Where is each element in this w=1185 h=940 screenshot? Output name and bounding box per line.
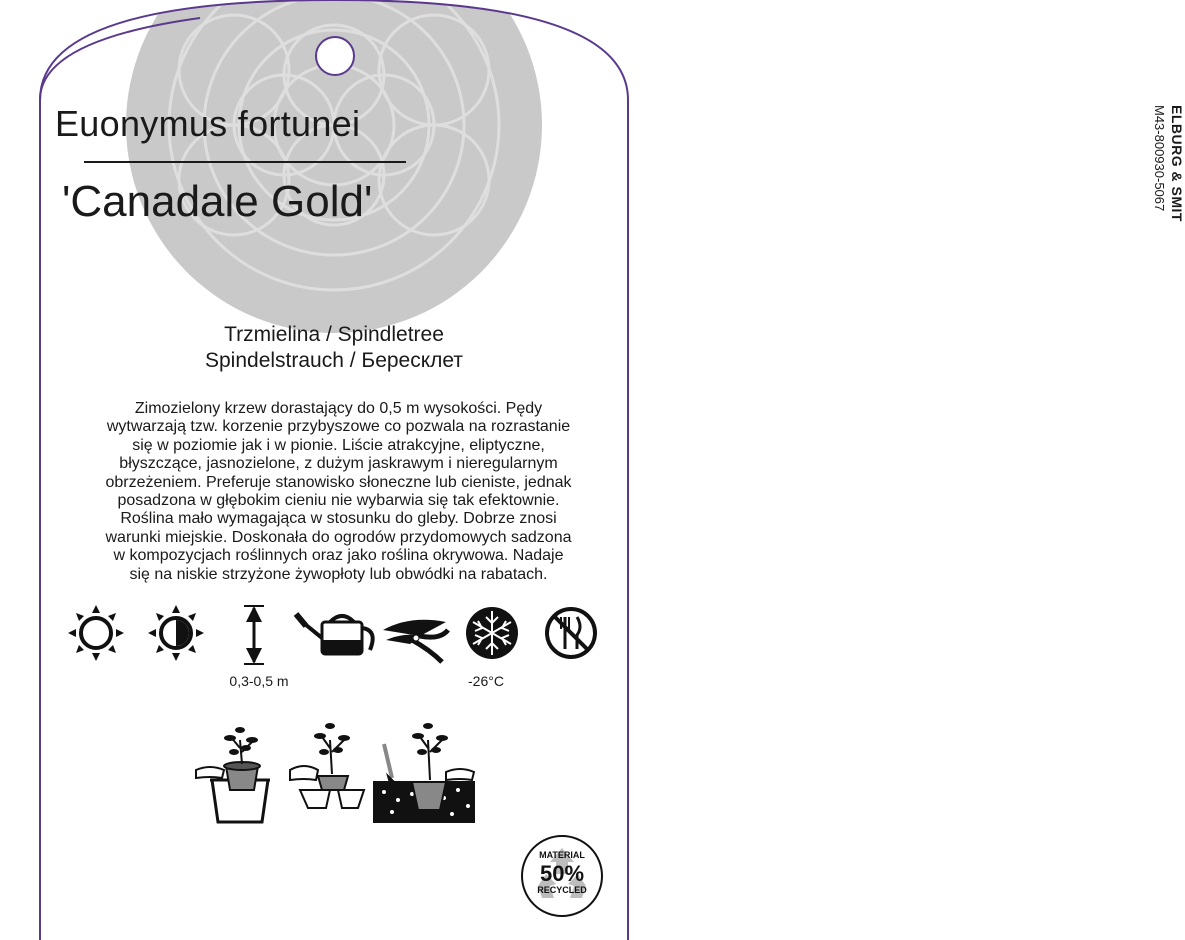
badge-line-1: MATERIAL (539, 850, 585, 860)
recycled-material-badge (520, 834, 604, 918)
description-line: się w poziomie jak i w pionie. Liście atrakcyjne, eliptyczne, (132, 436, 545, 454)
badge-line-2: 50% (539, 861, 585, 886)
description-line: posadzona w głębokim cieniu nie wybarwia się tak efektownie. (117, 492, 560, 510)
description-line: błyszczące, jasnozielone, z dużym jaskrawym i nieregularnym (119, 455, 558, 473)
step3-plant-icon (374, 723, 474, 822)
brand-name: ELBURG & SMIT (1169, 105, 1185, 222)
description-line: warunki miejskie. Doskonała do ogrodów przydomowych sadzona (105, 528, 572, 546)
description-line: obrzeżeniem. Preferuje stanowisko słoneczne lub cieniste, jednak (105, 473, 572, 491)
height-caption: 0,3-0,5 m (229, 673, 289, 689)
description-line: Roślina mało wymagająca w stosunku do gleby. Dobrze znosi (120, 510, 557, 528)
cultivar-name: 'Canadale Gold' (62, 177, 373, 226)
description-line: się na niskie strzyżone żywopłoty lub obwódki na rabatach. (129, 565, 548, 583)
step1-soak-icon (196, 727, 270, 822)
description-line: w kompozycjach roślinnych oraz jako roślina okrywowa. Nadaje (113, 547, 564, 565)
species-name: Euonymus fortunei (55, 103, 361, 144)
step2-unpot-icon (290, 723, 364, 808)
common-names-line-2: Spindelstrauch / Бересклет (204, 349, 464, 372)
description-line: wytwarzają tzw. korzenie przybyszowe co pozwala na rozrastanie (106, 418, 571, 436)
product-code: M43-800930-5067 (1152, 105, 1167, 212)
common-names-line-1: Trzmielina / Spindletree (224, 323, 444, 346)
hardiness-caption: -26°C (468, 673, 504, 689)
badge-line-3: RECYCLED (537, 885, 587, 895)
description-line: Zimozielony krzew dorastający do 0,5 m wysokości. Pędy (134, 400, 543, 417)
